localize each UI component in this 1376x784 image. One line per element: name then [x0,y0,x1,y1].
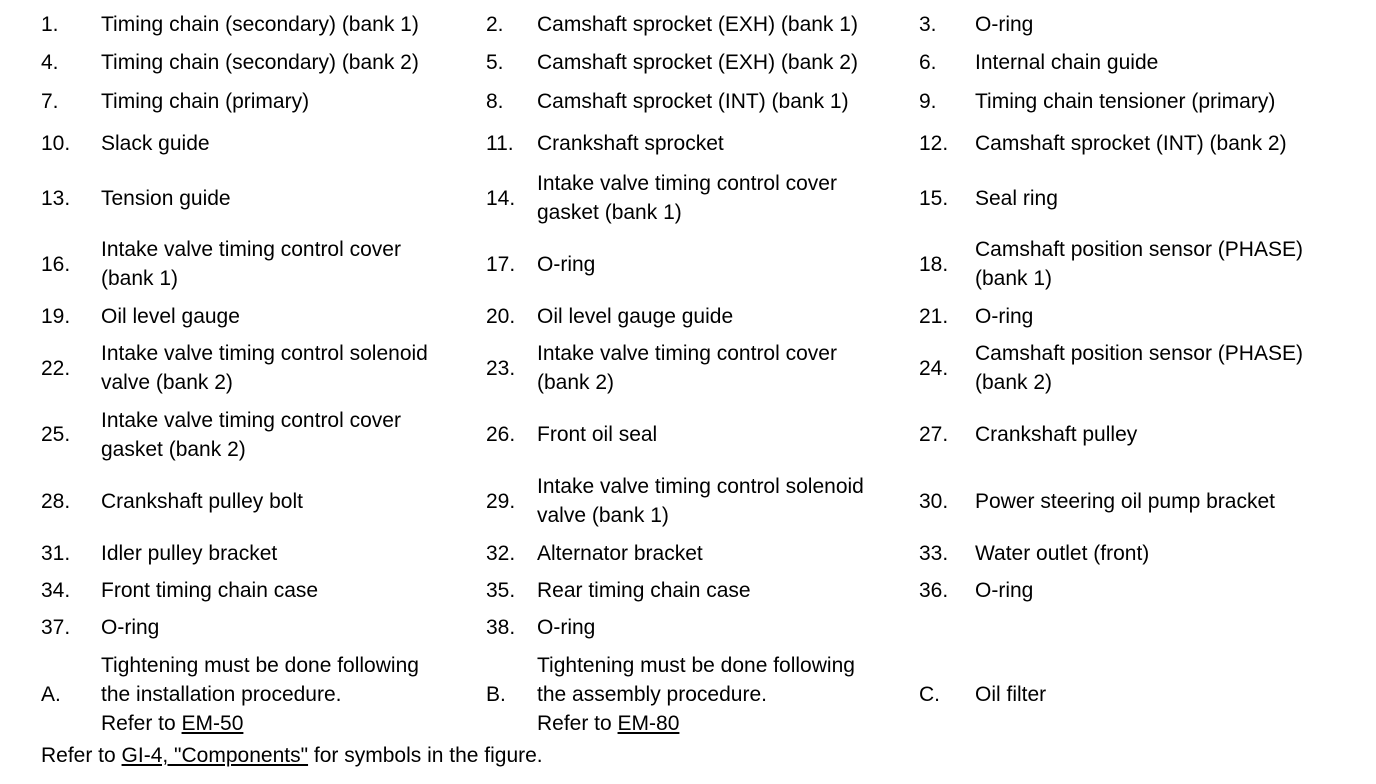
description-line: Intake valve timing control cover [101,408,401,432]
description-line: Slack guide [101,131,210,155]
description-line: Seal ring [975,186,1058,210]
item-number: 26. [486,423,516,446]
item-description [537,297,919,335]
description-line: Tension guide [101,186,231,210]
item-description [101,401,486,468]
item-number: 8. [486,89,504,113]
description-line: Oil level gauge guide [537,304,734,328]
item-description [975,646,1355,743]
item-number: 28. [41,489,71,513]
item-number: 3. [919,12,937,36]
description-line: Camshaft position sensor (PHASE) [975,342,1303,365]
reference-prefix: Refer to [537,712,618,735]
item-number: 33. [919,541,949,565]
description-line: O-ring [975,579,1034,602]
reference-prefix: Refer to [101,712,182,735]
item-description [537,121,919,165]
description-line: Front oil seal [537,423,658,446]
item-description [537,646,919,743]
description-line: Timing chain (secondary) (bank 1) [101,12,419,36]
item-description [101,468,486,534]
item-description [975,609,1355,646]
item-description [101,297,486,335]
description-line: Water outlet (front) [975,541,1150,565]
description-line: O-ring [975,304,1034,328]
description-line: Alternator bracket [537,541,703,565]
item-description [101,121,486,165]
description-line: the installation procedure. [101,683,342,706]
description-line: Idler pulley bracket [101,541,278,565]
description-line: (bank 1) [975,267,1053,290]
legend-row [41,43,1355,81]
item-number: 29. [486,489,516,513]
item-description [537,231,919,297]
item-number: A. [41,683,61,706]
description-line: Crankshaft pulley [975,423,1138,446]
item-number [919,609,975,646]
description-line: Intake valve timing control solenoid [537,475,864,498]
description-line: Timing chain (primary) [101,89,310,113]
legend-row [41,609,1355,646]
item-description [975,5,1355,43]
description-line: Tightening must be done following [537,654,855,677]
procedure-reference [537,709,919,738]
footer-suffix: for symbols in the figure. [308,744,543,767]
legend-row [41,572,1355,609]
item-number: 17. [486,252,516,276]
description-line: (bank 2) [975,371,1053,394]
description-line: Crankshaft pulley bolt [101,489,303,513]
item-description [101,646,486,743]
description-line: O-ring [537,616,596,639]
description-line: Oil level gauge [101,304,240,328]
item-number: 2. [486,12,504,36]
item-description [537,5,919,43]
item-description [975,297,1355,335]
legend-row [41,5,1355,43]
description-line: gasket (bank 1) [537,201,682,224]
item-number: 1. [41,12,59,36]
item-number: 18. [919,252,949,276]
item-description [101,572,486,609]
item-number: 20. [486,304,516,328]
description-line: Intake valve timing control solenoid [101,342,428,365]
legend-row [41,297,1355,335]
description-line: Front timing chain case [101,579,319,602]
item-number: 30. [919,489,949,513]
item-description [537,43,919,81]
item-number: 36. [919,579,949,602]
item-description [975,165,1355,231]
item-number: 34. [41,579,71,602]
item-description [537,401,919,468]
item-number: 15. [919,186,949,210]
procedure-reference-link[interactable]: EM-80 [617,712,680,735]
item-description [101,534,486,572]
item-number: 21. [919,304,949,328]
description-line: Power steering oil pump bracket [975,489,1275,513]
item-number: 31. [41,541,71,565]
description-line: Tightening must be done following [101,654,419,677]
description-line: Camshaft sprocket (INT) (bank 2) [975,131,1287,155]
legend-row [41,646,1355,743]
description-line: Intake valve timing control cover [537,342,837,365]
item-description [975,231,1355,297]
item-description [537,572,919,609]
item-description [101,43,486,81]
description-line: Oil filter [975,683,1047,706]
item-number: C. [919,683,940,706]
item-number: 5. [486,50,504,74]
footer-prefix: Refer to [41,744,122,767]
description-line: valve (bank 2) [101,371,233,394]
components-reference-link[interactable]: GI-4, "Components" [121,744,309,767]
description-line: Camshaft sprocket (EXH) (bank 1) [537,12,858,36]
item-description [975,534,1355,572]
item-description [975,335,1355,401]
procedure-reference [101,709,486,738]
symbols-reference-note [41,741,543,770]
item-number: 16. [41,252,71,276]
legend-row [41,401,1355,468]
description-line: valve (bank 1) [537,504,669,527]
description-line: Intake valve timing control cover [537,172,837,195]
item-description [975,401,1355,468]
description-line: Crankshaft sprocket [537,131,724,155]
item-description [537,335,919,401]
description-line: Timing chain tensioner (primary) [975,89,1276,113]
item-description [101,231,486,297]
item-number: 4. [41,50,59,74]
item-number: 19. [41,304,71,328]
item-description [975,81,1355,121]
item-description [975,572,1355,609]
description-line: Rear timing chain case [537,579,751,602]
item-number: 11. [486,131,514,155]
item-number: 23. [486,356,516,380]
item-number: 7. [41,89,59,113]
item-description [537,468,919,534]
item-description [101,609,486,646]
description-line: Camshaft sprocket (INT) (bank 1) [537,89,849,113]
item-number: 9. [919,89,937,113]
item-description [537,165,919,231]
description-line: Camshaft position sensor (PHASE) [975,238,1303,261]
description-line: (bank 2) [537,371,615,394]
item-description [975,121,1355,165]
item-description [975,468,1355,534]
item-description [975,43,1355,81]
item-number: 22. [41,356,71,380]
item-number: 25. [41,423,71,446]
item-description [101,81,486,121]
legend-row [41,468,1355,534]
legend-row [41,335,1355,401]
item-number: 38. [486,616,516,639]
description-line: gasket (bank 2) [101,437,246,461]
item-description [101,335,486,401]
item-description [101,165,486,231]
description-line: Intake valve timing control cover [101,238,401,261]
description-line: (bank 1) [101,267,179,290]
item-number: 6. [919,50,937,74]
parts-legend-body [41,5,1355,743]
item-number: 37. [41,616,71,639]
description-line: Timing chain (secondary) (bank 2) [101,50,419,74]
description-line: O-ring [101,616,160,639]
item-description [537,81,919,121]
description-line: O-ring [537,252,596,276]
description-line: O-ring [975,12,1034,36]
item-number: 14. [486,186,516,210]
description-line: the assembly procedure. [537,683,767,706]
item-number: 10. [41,131,71,155]
description-line: Internal chain guide [975,50,1159,74]
item-description [537,609,919,646]
item-number: B. [486,683,506,706]
legend-row [41,165,1355,231]
legend-row [41,121,1355,165]
item-number: 13. [41,186,71,210]
item-number: 24. [919,356,949,380]
item-description [537,534,919,572]
item-description [101,5,486,43]
legend-row [41,231,1355,297]
item-number: 32. [486,541,516,565]
parts-legend-table [41,5,1355,743]
legend-row [41,81,1355,121]
item-number: 35. [486,579,516,602]
item-number: 27. [919,423,949,446]
legend-row [41,534,1355,572]
item-number: 12. [919,131,949,155]
procedure-reference-link[interactable]: EM-50 [181,712,244,735]
description-line: Camshaft sprocket (EXH) (bank 2) [537,50,858,74]
